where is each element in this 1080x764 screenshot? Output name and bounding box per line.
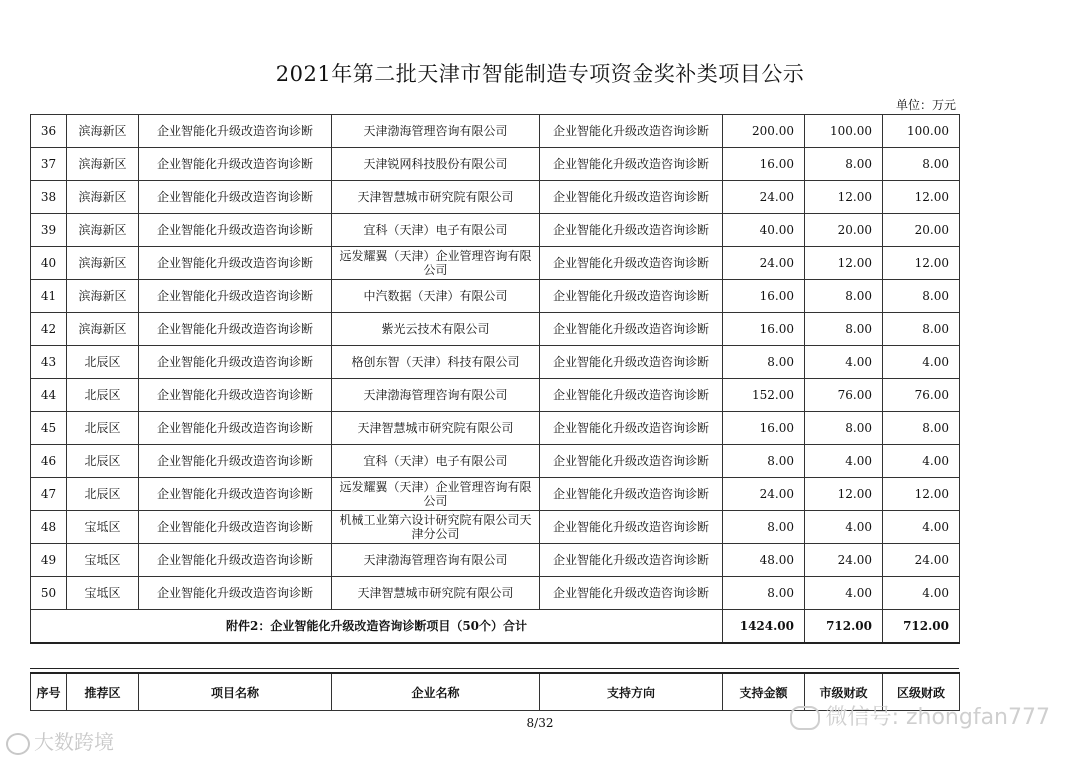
project-name: 企业智能化升级改造咨询诊断 [139,313,332,346]
project-name: 企业智能化升级改造咨询诊断 [139,412,332,445]
support-amount: 8.00 [723,577,805,610]
city-funding: 8.00 [805,280,883,313]
support-amount: 40.00 [723,214,805,247]
brand-logo-icon [6,733,30,755]
support-direction: 企业智能化升级改造咨询诊断 [540,214,723,247]
district-funding: 4.00 [883,445,960,478]
project-name: 企业智能化升级改造咨询诊断 [139,379,332,412]
brand-watermark-text: 大数跨境 [34,730,114,754]
district-funding: 12.00 [883,247,960,280]
table-row [31,544,960,577]
city-funding: 12.00 [805,247,883,280]
table-row [31,379,960,412]
project-name: 企业智能化升级改造咨询诊断 [139,181,332,214]
header-support-direction: 支持方向 [540,673,723,711]
header-district-funding: 区级财政 [883,673,960,711]
row-number: 45 [31,412,67,445]
support-direction: 企业智能化升级改造咨询诊断 [540,577,723,610]
district: 滨海新区 [67,247,139,280]
support-amount: 24.00 [723,181,805,214]
district: 滨海新区 [67,148,139,181]
header-row-number: 序号 [31,673,67,711]
total-support: 1424.00 [723,610,805,644]
district-funding: 8.00 [883,280,960,313]
city-funding: 8.00 [805,412,883,445]
table-row [31,511,960,544]
city-funding: 76.00 [805,379,883,412]
company-name: 天津智慧城市研究院有限公司 [332,181,540,214]
city-funding: 4.00 [805,445,883,478]
row-number: 47 [31,478,67,511]
support-direction: 企业智能化升级改造咨询诊断 [540,181,723,214]
support-direction: 企业智能化升级改造咨询诊断 [540,412,723,445]
row-number: 41 [31,280,67,313]
district-funding: 76.00 [883,379,960,412]
company-name: 天津智慧城市研究院有限公司 [332,412,540,445]
support-amount: 8.00 [723,346,805,379]
district-funding: 4.00 [883,577,960,610]
project-name: 企业智能化升级改造咨询诊断 [139,445,332,478]
project-name: 企业智能化升级改造咨询诊断 [139,148,332,181]
table-row [31,412,960,445]
table-body [31,115,960,610]
brand-watermark [6,726,114,755]
unit-label: 单位：万元 [895,98,956,112]
support-amount: 16.00 [723,412,805,445]
support-amount: 16.00 [723,280,805,313]
table-row [31,478,960,511]
project-name: 企业智能化升级改造咨询诊断 [139,247,332,280]
support-direction: 企业智能化升级改造咨询诊断 [540,445,723,478]
support-amount: 8.00 [723,511,805,544]
city-funding: 12.00 [805,181,883,214]
city-funding: 4.00 [805,511,883,544]
support-amount: 24.00 [723,247,805,280]
support-direction: 企业智能化升级改造咨询诊断 [540,313,723,346]
project-name: 企业智能化升级改造咨询诊断 [139,577,332,610]
support-direction: 企业智能化升级改造咨询诊断 [540,346,723,379]
district: 宝坻区 [67,511,139,544]
header-project-name: 项目名称 [139,673,332,711]
district: 宝坻区 [67,544,139,577]
support-amount: 16.00 [723,148,805,181]
district-funding: 8.00 [883,148,960,181]
support-direction: 企业智能化升级改造咨询诊断 [540,379,723,412]
city-funding: 24.00 [805,544,883,577]
city-funding: 4.00 [805,577,883,610]
support-direction: 企业智能化升级改造咨询诊断 [540,544,723,577]
district-funding: 8.00 [883,412,960,445]
row-number: 38 [31,181,67,214]
row-number: 40 [31,247,67,280]
row-number: 46 [31,445,67,478]
support-direction: 企业智能化升级改造咨询诊断 [540,247,723,280]
support-direction: 企业智能化升级改造咨询诊断 [540,148,723,181]
table-row [31,313,960,346]
district: 滨海新区 [67,115,139,148]
company-name: 宜科（天津）电子有限公司 [332,445,540,478]
support-direction: 企业智能化升级改造咨询诊断 [540,478,723,511]
district-funding: 8.00 [883,313,960,346]
table-row [31,346,960,379]
company-name: 格创东智（天津）科技有限公司 [332,346,540,379]
district-funding: 100.00 [883,115,960,148]
row-number: 50 [31,577,67,610]
table-row [31,214,960,247]
document-title: 2021年第二批天津市智能制造专项资金奖补类项目公示 [275,62,805,86]
district: 北辰区 [67,445,139,478]
city-funding: 12.00 [805,478,883,511]
company-name: 天津渤海管理咨询有限公司 [332,115,540,148]
district-funding: 24.00 [883,544,960,577]
project-name: 企业智能化升级改造咨询诊断 [139,346,332,379]
district-funding: 12.00 [883,478,960,511]
district-funding: 4.00 [883,511,960,544]
row-number: 37 [31,148,67,181]
project-name: 企业智能化升级改造咨询诊断 [139,214,332,247]
district: 北辰区 [67,346,139,379]
district: 北辰区 [67,412,139,445]
table-row [31,115,960,148]
company-name: 宜科（天津）电子有限公司 [332,214,540,247]
company-name: 天津渤海管理咨询有限公司 [332,544,540,577]
total-label: 附件2：企业智能化升级改造咨询诊断项目（50个）合计 [31,610,723,644]
district: 北辰区 [67,379,139,412]
support-amount: 48.00 [723,544,805,577]
wechat-icon [790,706,820,730]
table-row [31,247,960,280]
district: 宝坻区 [67,577,139,610]
support-direction: 企业智能化升级改造咨询诊断 [540,280,723,313]
city-funding: 8.00 [805,148,883,181]
project-name: 企业智能化升级改造咨询诊断 [139,280,332,313]
project-name: 企业智能化升级改造咨询诊断 [139,115,332,148]
district-funding: 20.00 [883,214,960,247]
district: 滨海新区 [67,313,139,346]
table-row [31,577,960,610]
company-name: 中汽数据（天津）有限公司 [332,280,540,313]
table-row [31,445,960,478]
row-number: 43 [31,346,67,379]
page-number: 8/32 [526,716,554,730]
district: 滨海新区 [67,280,139,313]
total-city: 712.00 [805,610,883,644]
district-funding: 12.00 [883,181,960,214]
header-district: 推荐区 [67,673,139,711]
table-row [31,280,960,313]
table-row [31,148,960,181]
company-name: 远发耀翼（天津）企业管理咨询有限公司 [332,247,540,280]
row-number: 49 [31,544,67,577]
project-name: 企业智能化升级改造咨询诊断 [139,511,332,544]
header-company-name: 企业名称 [332,673,540,711]
wechat-watermark-text: 微信号: zhongfan777 [825,705,1050,730]
city-funding: 20.00 [805,214,883,247]
district-funding: 4.00 [883,346,960,379]
city-funding: 8.00 [805,313,883,346]
row-number: 48 [31,511,67,544]
support-direction: 企业智能化升级改造咨询诊断 [540,115,723,148]
support-amount: 8.00 [723,445,805,478]
row-number: 39 [31,214,67,247]
header-city-funding: 市级财政 [805,673,883,711]
support-amount: 152.00 [723,379,805,412]
total-district: 712.00 [883,610,960,644]
total-row [31,610,960,644]
wechat-watermark [790,700,1050,731]
project-table [30,114,960,644]
city-funding: 4.00 [805,346,883,379]
project-name: 企业智能化升级改造咨询诊断 [139,544,332,577]
city-funding: 100.00 [805,115,883,148]
company-name: 机械工业第六设计研究院有限公司天津分公司 [332,511,540,544]
district: 滨海新区 [67,214,139,247]
support-direction: 企业智能化升级改造咨询诊断 [540,511,723,544]
company-name: 紫光云技术有限公司 [332,313,540,346]
header-support-amount: 支持金额 [723,673,805,711]
row-number: 44 [31,379,67,412]
row-number: 42 [31,313,67,346]
district: 北辰区 [67,478,139,511]
district: 滨海新区 [67,181,139,214]
table-row [31,181,960,214]
support-amount: 24.00 [723,478,805,511]
row-number: 36 [31,115,67,148]
company-name: 远发耀翼（天津）企业管理咨询有限公司 [332,478,540,511]
company-name: 天津智慧城市研究院有限公司 [332,577,540,610]
project-name: 企业智能化升级改造咨询诊断 [139,478,332,511]
support-amount: 200.00 [723,115,805,148]
divider [30,668,959,669]
support-amount: 16.00 [723,313,805,346]
company-name: 天津锐网科技股份有限公司 [332,148,540,181]
company-name: 天津渤海管理咨询有限公司 [332,379,540,412]
